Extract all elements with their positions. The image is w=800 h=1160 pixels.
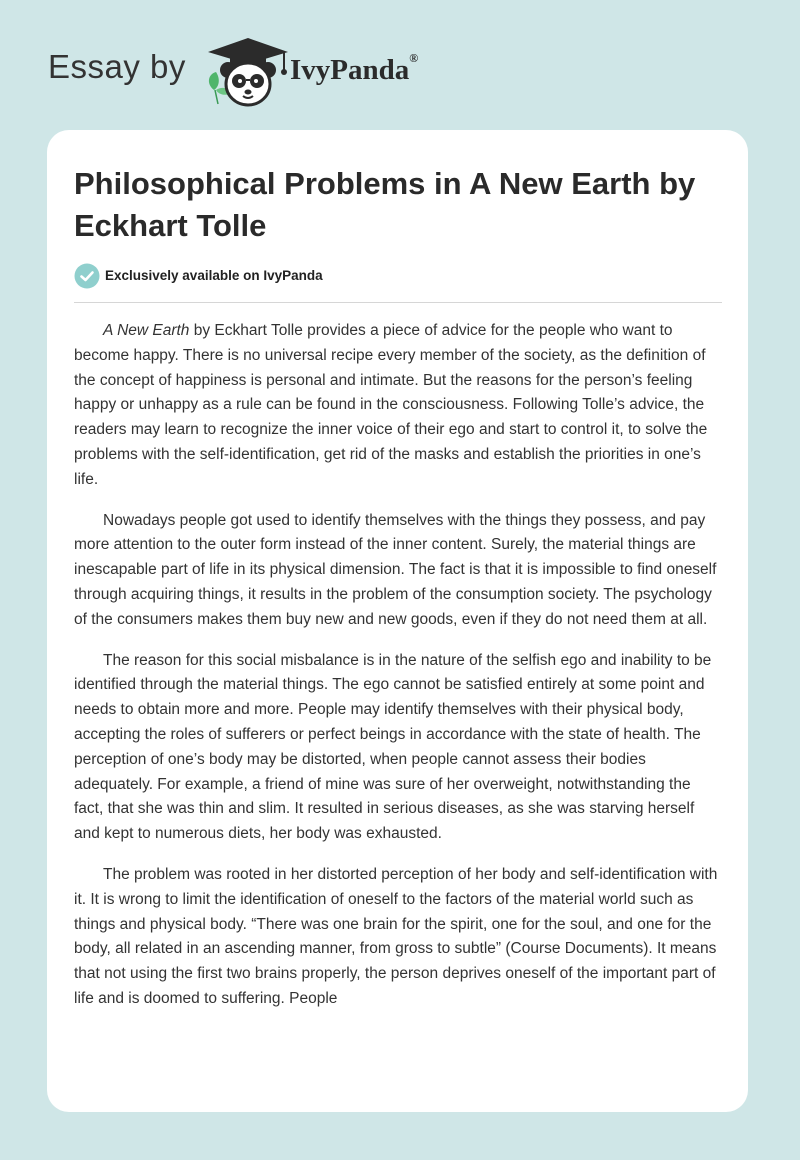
check-circle-icon [74, 263, 100, 289]
registered-mark: ® [409, 51, 419, 66]
paragraph: A New Earth by Eckhart Tolle provides a piece of advice for the people who want to become happy. There is no universal recipe every member of the society, as the definition of the concept of happiness is personal and intimate. But the reasons for the person’s feeling happy or unhappy as a rule can be found in the consciousness. Following Tolle’s advice, the readers may learn to recognize the inner voice of their ego and start to control it, to solve the problems with the self-identification, get rid of the masks and establish the priorities in one’s life. [74, 322, 708, 488]
paragraph: The reason for this social misbalance is in the nature of the selfish ego and inability to be identified through the material things. The ego cannot be satisfied entirely at some point and needs to obtain more and more. People may identify themselves with their physical body, accepting the roles of sufferers or perfect beings in accordance with the state of health. The perception of one’s body may be distorted, when people cannot assess their bodies adequately. For example, a friend of mine was sure of her overweight, notwithstanding the fact, that she was thin and slim. It resulted in serious diseases, as she was starving herself and kept to numerous diets, her body was exhausted. [74, 651, 712, 843]
paragraph: Nowadays people got used to identify themselves with the things they possess, and pay more attention to the outer form instead of the inner content. Surely, the material things are inescapable part of life in its physical dimension. The fact is that it is impossible to find oneself through acquiring things, it results in the problem of the consumption society. The psychology of the consumers makes them buy new and new goods, even if they do not need them at all. [74, 511, 717, 628]
exclusive-badge [74, 263, 474, 289]
essay-by-label: Essay by [48, 48, 186, 85]
brand-name[interactable]: IvyPanda® [290, 51, 419, 86]
essay-card [47, 130, 748, 1112]
site-header [48, 34, 508, 114]
book-title: A New Earth [103, 322, 190, 339]
paragraph: The problem was rooted in her distorted perception of her body and self-identification with it. It is wrong to limit the identification of oneself to the factors of the material world such as things and physical body. “There was one brain for the spirit, one for the soul, and one for the body, all related in an ascending manner, from gross to subtle” (Course Documents). It means that not using the first two brains properly, the person deprives oneself of the important part of life and is doomed to suffering. People [74, 865, 718, 1007]
divider [74, 302, 722, 303]
panda-graduate-logo-icon[interactable] [200, 34, 296, 110]
essay-body [74, 319, 724, 1028]
exclusive-badge-label: Exclusively available on IvyPanda [105, 268, 323, 283]
essay-title: Philosophical Problems in A New Earth by Eckhart Tolle [74, 166, 696, 243]
